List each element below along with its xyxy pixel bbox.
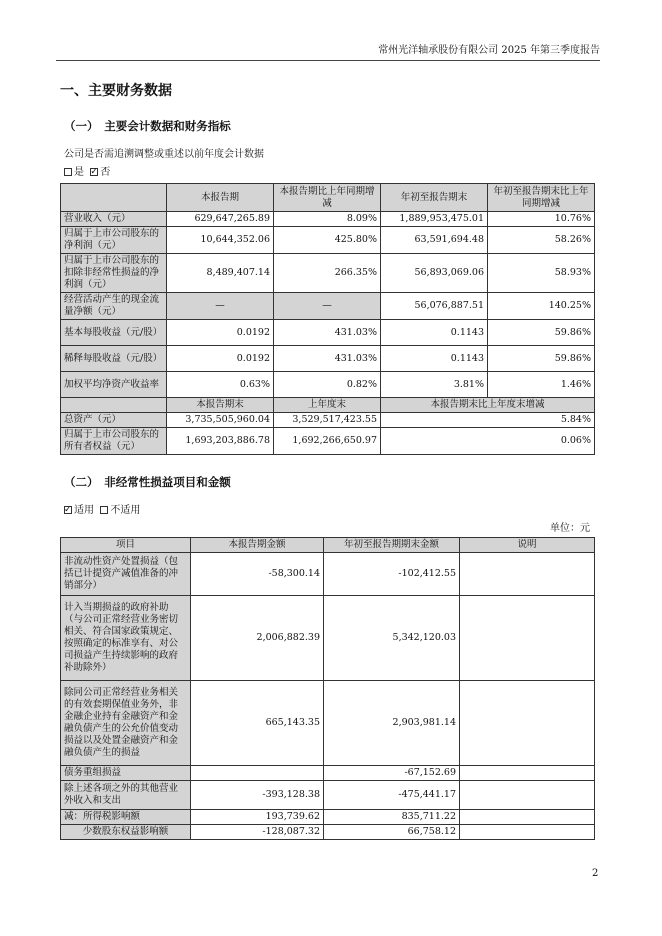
cell-value: 1,692,266,650.97 <box>274 428 381 455</box>
table1-header: 年初至报告期末 <box>381 184 488 212</box>
cell-value: 0.82% <box>274 372 381 398</box>
row-label: 加权平均净资产收益率 <box>61 372 167 398</box>
cell-value: 0.63% <box>167 372 274 398</box>
item-label: 债务重组损益 <box>61 766 191 781</box>
table2-header: 本报告期金额 <box>191 538 324 553</box>
cell-value: 56,076,887.51 <box>381 293 488 320</box>
table-row <box>61 293 595 320</box>
table-row <box>61 553 595 596</box>
row-label: 归属于上市公司股东的净利润（元） <box>61 227 167 254</box>
cell-value: 10.76% <box>488 212 595 227</box>
table-row <box>61 212 595 227</box>
table-row <box>61 681 595 766</box>
cell-value: 629,647,265.89 <box>167 212 274 227</box>
cell-value: 0.0192 <box>167 320 274 346</box>
row-label: 稀释每股收益（元/股） <box>61 346 167 372</box>
option-no-label: 否 <box>100 167 111 178</box>
table-row <box>61 596 595 681</box>
cell-value: 431.03% <box>274 346 381 372</box>
cell-value: 0.0192 <box>167 346 274 372</box>
non-recurring-table <box>60 537 595 840</box>
cell-value: 8.09% <box>274 212 381 227</box>
cell-value: -67,152.69 <box>324 766 460 781</box>
subheader: 本报告期末 <box>167 398 274 413</box>
item-label: 除上述各项之外的其他营业外收入和支出 <box>61 781 191 810</box>
section-title: 一、主要财务数据 <box>60 83 172 99</box>
cell-value: — <box>167 293 274 320</box>
cell-value: -393,128.38 <box>191 781 324 810</box>
cell-value: 58.26% <box>488 227 595 254</box>
table-row <box>61 825 595 840</box>
table1-header: 年初至报告期末比上年同期增减 <box>488 184 595 212</box>
subheader-blank <box>61 398 167 413</box>
row-label: 归属于上市公司股东的所有者权益（元） <box>61 428 167 455</box>
cell-value: -58,300.14 <box>191 553 324 596</box>
cell-value: 5.84% <box>381 413 595 428</box>
cell-value: 0.1143 <box>381 346 488 372</box>
cell-value: 3,529,517,423.55 <box>274 413 381 428</box>
table2-header: 年初至报告期期末金额 <box>324 538 460 553</box>
cell-value: 835,711.22 <box>324 810 460 825</box>
option-yes-label: 是 <box>74 167 84 178</box>
table1-header-blank <box>61 184 167 212</box>
page-header: 常州光洋轴承股份有限公司 2025 年第三季度报告 <box>56 44 600 61</box>
cell-value: 1,889,953,475.01 <box>381 212 488 227</box>
row-label: 归属于上市公司股东的扣除非经常性损益的净利润（元） <box>61 254 167 293</box>
restate-question: 公司是否需追溯调整或重述以前年度会计数据 <box>64 149 264 160</box>
item-label: 除同公司正常经营业务相关的有效套期保值业务外，非金融企业持有金融资产和金融负债产生的公允价值变动损益以及处置金融资产和金融负债产生的损益 <box>61 681 191 766</box>
item-label: 非流动性资产处置损益（包括已计提资产减值准备的冲销部分） <box>61 553 191 596</box>
cell-value: 140.25% <box>488 293 595 320</box>
table-row <box>61 227 595 254</box>
restate-options <box>64 166 110 180</box>
row-label: 营业收入（元） <box>61 212 167 227</box>
subheader: 上年度末 <box>274 398 381 413</box>
applicable-label: 适用 <box>74 505 94 516</box>
cell-value: 66,758.12 <box>324 825 460 840</box>
table2-header: 项目 <box>61 538 191 553</box>
checkbox-applicable[interactable] <box>64 506 72 514</box>
cell-value: 5,342,120.03 <box>324 596 460 681</box>
cell-value: 2,903,981.14 <box>324 681 460 766</box>
subsection-title-2: （二） 非经常性损益项目和金额 <box>64 475 231 489</box>
table1-header: 本报告期 <box>167 184 274 212</box>
cell-value: — <box>274 293 381 320</box>
table-row <box>61 254 595 293</box>
cell-value: 431.03% <box>274 320 381 346</box>
key-financial-table <box>60 183 595 455</box>
cell-value: 58.93% <box>488 254 595 293</box>
cell-value: 193,739.62 <box>191 810 324 825</box>
cell-value: 266.35% <box>274 254 381 293</box>
cell-value: 425.80% <box>274 227 381 254</box>
cell-value: 8,489,407.14 <box>167 254 274 293</box>
table-row <box>61 766 595 781</box>
subheader: 本报告期末比上年度末增减 <box>381 398 595 413</box>
cell-value: 665,143.35 <box>191 681 324 766</box>
cell-value: -475,441.17 <box>324 781 460 810</box>
cell-note <box>460 825 595 840</box>
table-row <box>61 810 595 825</box>
cell-value: 0.06% <box>381 428 595 455</box>
cell-value: -102,412.55 <box>324 553 460 596</box>
cell-value: 0.1143 <box>381 320 488 346</box>
table2-header: 说明 <box>460 538 595 553</box>
table-row <box>61 781 595 810</box>
cell-value: 10,644,352.06 <box>167 227 274 254</box>
cell-note <box>460 553 595 596</box>
unit-label: 单位：元 <box>550 523 590 534</box>
cell-value: 2,006,882.39 <box>191 596 324 681</box>
cell-value: 3,735,505,960.04 <box>167 413 274 428</box>
table-row <box>61 372 595 398</box>
cell-value: 1,693,203,886.78 <box>167 428 274 455</box>
table-row <box>61 320 595 346</box>
row-label: 基本每股收益（元/股） <box>61 320 167 346</box>
cell-note <box>460 596 595 681</box>
checkbox-no[interactable] <box>90 168 98 176</box>
table1-header: 本报告期比上年同期增减 <box>274 184 381 212</box>
row-label: 总资产（元） <box>61 413 167 428</box>
checkbox-not-applicable[interactable] <box>100 506 108 514</box>
cell-value: 1.46% <box>488 372 595 398</box>
table-row <box>61 413 595 428</box>
table-subheader-row <box>61 398 595 413</box>
cell-value <box>191 766 324 781</box>
cell-value: 3.81% <box>381 372 488 398</box>
cell-value: -128,087.32 <box>191 825 324 840</box>
not-applicable-label: 不适用 <box>110 505 141 516</box>
table-row <box>61 428 595 455</box>
table-row <box>61 346 595 372</box>
cell-note <box>460 781 595 810</box>
checkbox-yes[interactable] <box>64 168 72 176</box>
page-number: 2 <box>592 868 599 879</box>
subsection-title-1: （一） 主要会计数据和财务指标 <box>64 119 231 133</box>
cell-note <box>460 810 595 825</box>
item-label: 计入当期损益的政府补助（与公司正常经营业务密切相关、符合国家政策规定、按照确定的标准享有、对公司损益产生持续影响的政府补助除外） <box>61 596 191 681</box>
cell-value: 63,591,694.48 <box>381 227 488 254</box>
cell-value: 59.86% <box>488 320 595 346</box>
applicability-options <box>64 504 140 518</box>
row-label: 经营活动产生的现金流量净额（元） <box>61 293 167 320</box>
cell-value: 59.86% <box>488 346 595 372</box>
cell-note <box>460 681 595 766</box>
item-label: 减：所得税影响额 <box>61 810 191 825</box>
item-label: 少数股东权益影响额 <box>61 825 191 840</box>
cell-note <box>460 766 595 781</box>
cell-value: 56,893,069.06 <box>381 254 488 293</box>
